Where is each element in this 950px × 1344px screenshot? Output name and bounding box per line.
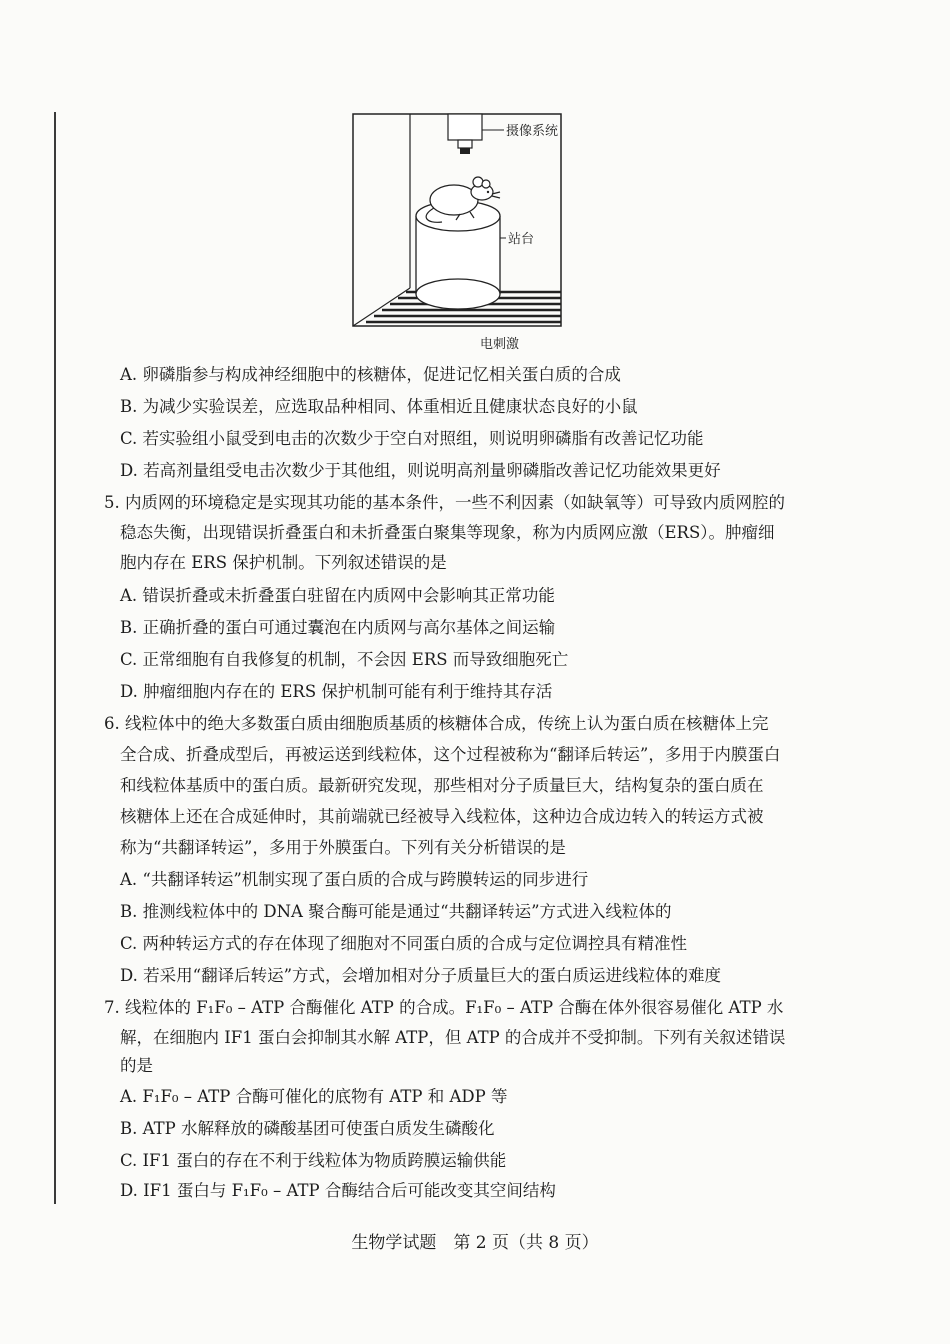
experiment-apparatus-figure bbox=[350, 112, 590, 364]
camera-label: 摄像系统 bbox=[506, 124, 559, 139]
q6-option-a: A. “共翻译转运”机制实现了蛋白质的合成与跨膜转运的同步进行 bbox=[120, 870, 589, 889]
q7-option-d: D. IF1 蛋白与 F₁F₀ – ATP 合酶结合后可能改变其空间结构 bbox=[120, 1181, 556, 1200]
q7-option-a: A. F₁F₀ – ATP 合酶可催化的底物有 ATP 和 ADP 等 bbox=[120, 1087, 508, 1106]
q4-option-a: A. 卵磷脂参与构成神经细胞中的核糖体，促进记忆相关蛋白质的合成 bbox=[120, 365, 621, 384]
q6-stem-line: 全合成、折叠成型后，再被运送到线粒体，这个过程被称为“翻译后转运”，多用于内膜蛋白 bbox=[120, 745, 781, 764]
q7-stem-line: 解，在细胞内 IF1 蛋白会抑制其水解 ATP，但 ATP 的合成并不受抑制。下列有关叙述错误 bbox=[120, 1028, 786, 1047]
q6-option-b: B. 推测线粒体中的 DNA 聚合酶可能是通过“共翻译转运”方式进入线粒体的 bbox=[120, 902, 672, 921]
q5-stem-line: 5. 内质网的环境稳定是实现其功能的基本条件，一些不利因素（如缺氧等）可导致内质网腔的 bbox=[104, 493, 785, 512]
page-footer: 生物学试题 第 2 页（共 8 页） bbox=[351, 1233, 599, 1253]
shock-label: 电刺激 bbox=[480, 337, 520, 352]
q5-option-c: C. 正常细胞有自我修复的机制，不会因 ERS 而导致细胞死亡 bbox=[120, 650, 569, 669]
q5-option-a: A. 错误折叠或未折叠蛋白驻留在内质网中会影响其正常功能 bbox=[120, 586, 555, 605]
q4-option-d: D. 若高剂量组受电击次数少于其他组，则说明高剂量卵磷脂改善记忆功能效果更好 bbox=[120, 461, 721, 480]
q7-stem-line: 的是 bbox=[120, 1056, 153, 1075]
q4-option-b: B. 为减少实验误差，应选取品种相同、体重相近且健康状态良好的小鼠 bbox=[120, 397, 638, 416]
q7-stem-line: 7. 线粒体的 F₁F₀ – ATP 合酶催化 ATP 的合成。F₁F₀ – ATP 合酶在体外很容易催化 ATP 水 bbox=[104, 998, 784, 1017]
q4-option-c: C. 若实验组小鼠受到电击的次数少于空白对照组，则说明卵磷脂有改善记忆功能 bbox=[120, 429, 704, 448]
binding-margin-line bbox=[54, 112, 56, 1204]
q5-stem-line: 稳态失衡，出现错误折叠蛋白和未折叠蛋白聚集等现象，称为内质网应激（ERS）。肿瘤细 bbox=[120, 523, 775, 542]
q7-option-c: C. IF1 蛋白的存在不利于线粒体为物质跨膜运输供能 bbox=[120, 1151, 507, 1170]
q6-stem-line: 6. 线粒体中的绝大多数蛋白质由细胞质基质的核糖体合成，传统上认为蛋白质在核糖体上完 bbox=[104, 714, 769, 733]
q6-stem-line: 核糖体上还在合成延伸时，其前端就已经被导入线粒体，这种边合成边转入的转运方式被 bbox=[120, 807, 764, 826]
q6-stem-line: 和线粒体基质中的蛋白质。最新研究发现，那些相对分子质量巨大，结构复杂的蛋白质在 bbox=[120, 776, 764, 795]
q5-option-b: B. 正确折叠的蛋白可通过囊泡在内质网与高尔基体之间运输 bbox=[120, 618, 556, 637]
q7-option-b: B. ATP 水解释放的磷酸基团可使蛋白质发生磷酸化 bbox=[120, 1119, 495, 1138]
q6-option-d: D. 若采用“翻译后转运”方式，会增加相对分子质量巨大的蛋白质运进线粒体的难度 bbox=[120, 966, 722, 985]
camera-icon bbox=[448, 114, 482, 154]
q5-option-d: D. 肿瘤细胞内存在的 ERS 保护机制可能有利于维持其存活 bbox=[120, 682, 553, 701]
q6-option-c: C. 两种转运方式的存在体现了细胞对不同蛋白质的合成与定位调控具有精准性 bbox=[120, 934, 688, 953]
q6-stem-line: 称为“共翻译转运”，多用于外膜蛋白。下列有关分析错误的是 bbox=[120, 838, 566, 857]
platform-label: 站台 bbox=[508, 232, 535, 247]
q5-stem-line: 胞内存在 ERS 保护机制。下列叙述错误的是 bbox=[120, 553, 447, 572]
